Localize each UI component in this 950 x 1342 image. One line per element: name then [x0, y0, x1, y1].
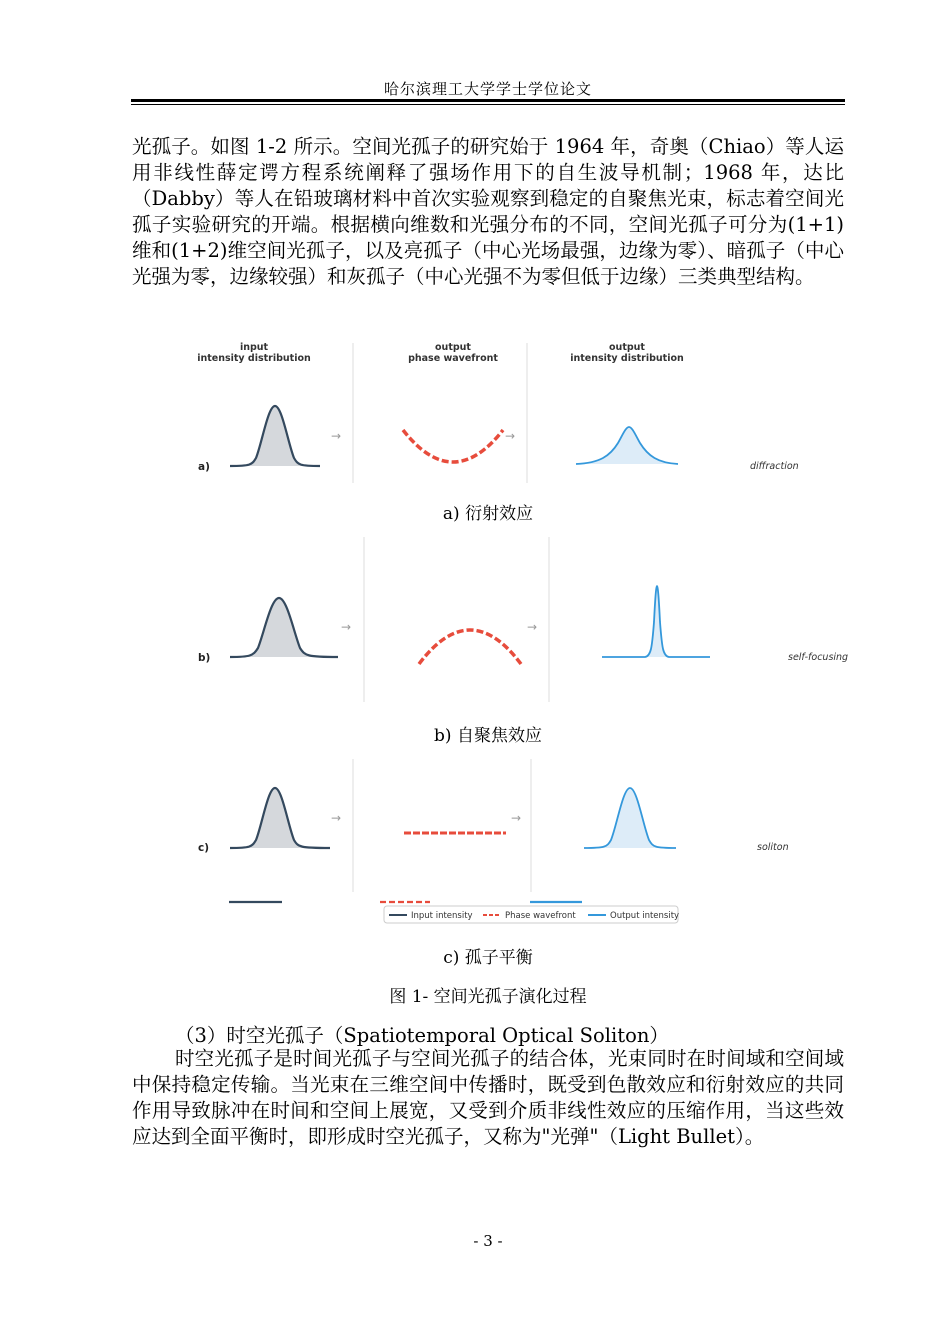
- legend-entry: Phase wavefront: [505, 911, 576, 921]
- figure-panel-a: [190, 338, 830, 488]
- arrow: →: [526, 620, 538, 634]
- col-title-input-2: intensity distribution: [197, 353, 311, 364]
- col-title-phase-2: phase wavefront: [408, 353, 498, 364]
- figure-panel-c: [190, 754, 830, 926]
- phase-wavefront: [403, 430, 503, 462]
- panel-caption-a: a) 衍射效应: [442, 504, 534, 524]
- col-title-phase-1: output: [435, 342, 471, 353]
- header-rule-thick: [131, 99, 845, 102]
- legend-entry: Input intensity: [411, 911, 473, 921]
- body-paragraph: 时空光孤子是时间光孤子与空间光孤子的结合体，光束同时在时间域和空间域中保持稳定传输。当光束在三维空间中传播时，既受到色散效应和衍射效应的共同作用导致脉冲在时间和空间上展宽，又受到介质非线性效应的压缩作用，当这些效应达到全面平衡时，即形成时空光孤子，又称为"光弹"（Light Bullet）。: [132, 1047, 844, 1148]
- body-paragraph: 光孤子。如图 1-2 所示。空间光孤子的研究始于 1964 年，奇奥（Chiao）等人运用非线性薛定谔方程系统阐释了强场作用下的自生波导机制；1968 年，达比（Dabby）等人在铅玻璃材料中首次实验观察到稳定的自聚焦光束，标志着空间光孤子实验研究的开端。根据横向维数和光强分布的不同，空间光孤子可分为(1+1)维和(1+2)维空间光孤子，以及亮孤子（中心光场最强，边缘为零）、暗孤子（中心光强为零，边缘较强）和灰孤子（中心光强不为零但低于边缘）三类典型结构。: [132, 135, 844, 288]
- panel-label: a): [198, 461, 210, 473]
- arrow: →: [330, 811, 342, 825]
- input-gaussian-fill: [230, 598, 338, 657]
- figure-caption: 图 1- 空间光孤子演化过程: [389, 987, 587, 1007]
- arrow: →: [340, 620, 352, 634]
- panel-label: c): [198, 842, 210, 854]
- arrow: →: [330, 429, 342, 443]
- effect-label: diffraction: [750, 461, 799, 472]
- page-number: - 3 -: [473, 1232, 503, 1250]
- col-title-output-1: output: [609, 342, 645, 353]
- arrow: →: [504, 429, 516, 443]
- input-gaussian-fill: [230, 406, 320, 466]
- section-heading: （3）时空光孤子（Spatiotemporal Optical Soliton）: [175, 1024, 669, 1047]
- phase-wavefront: [419, 630, 521, 664]
- header-rule-thin: [131, 104, 845, 105]
- running-header: 哈尔滨理工大学学士学位论文: [383, 80, 592, 98]
- figure-panel-b: [190, 532, 870, 707]
- effect-label: self-focusing: [788, 652, 849, 663]
- output-gaussian-fill: [584, 788, 676, 848]
- panel-caption-c: c) 孤子平衡: [443, 948, 533, 968]
- output-gaussian-fill: [576, 427, 678, 464]
- panel-caption-b: b) 自聚焦效应: [434, 726, 542, 746]
- arrow: →: [510, 811, 522, 825]
- legend-entry: Output intensity: [610, 911, 680, 921]
- panel-label: b): [198, 652, 211, 664]
- col-title-input-1: input: [239, 342, 269, 353]
- effect-label: soliton: [757, 842, 789, 853]
- col-title-output-2: intensity distribution: [570, 353, 684, 364]
